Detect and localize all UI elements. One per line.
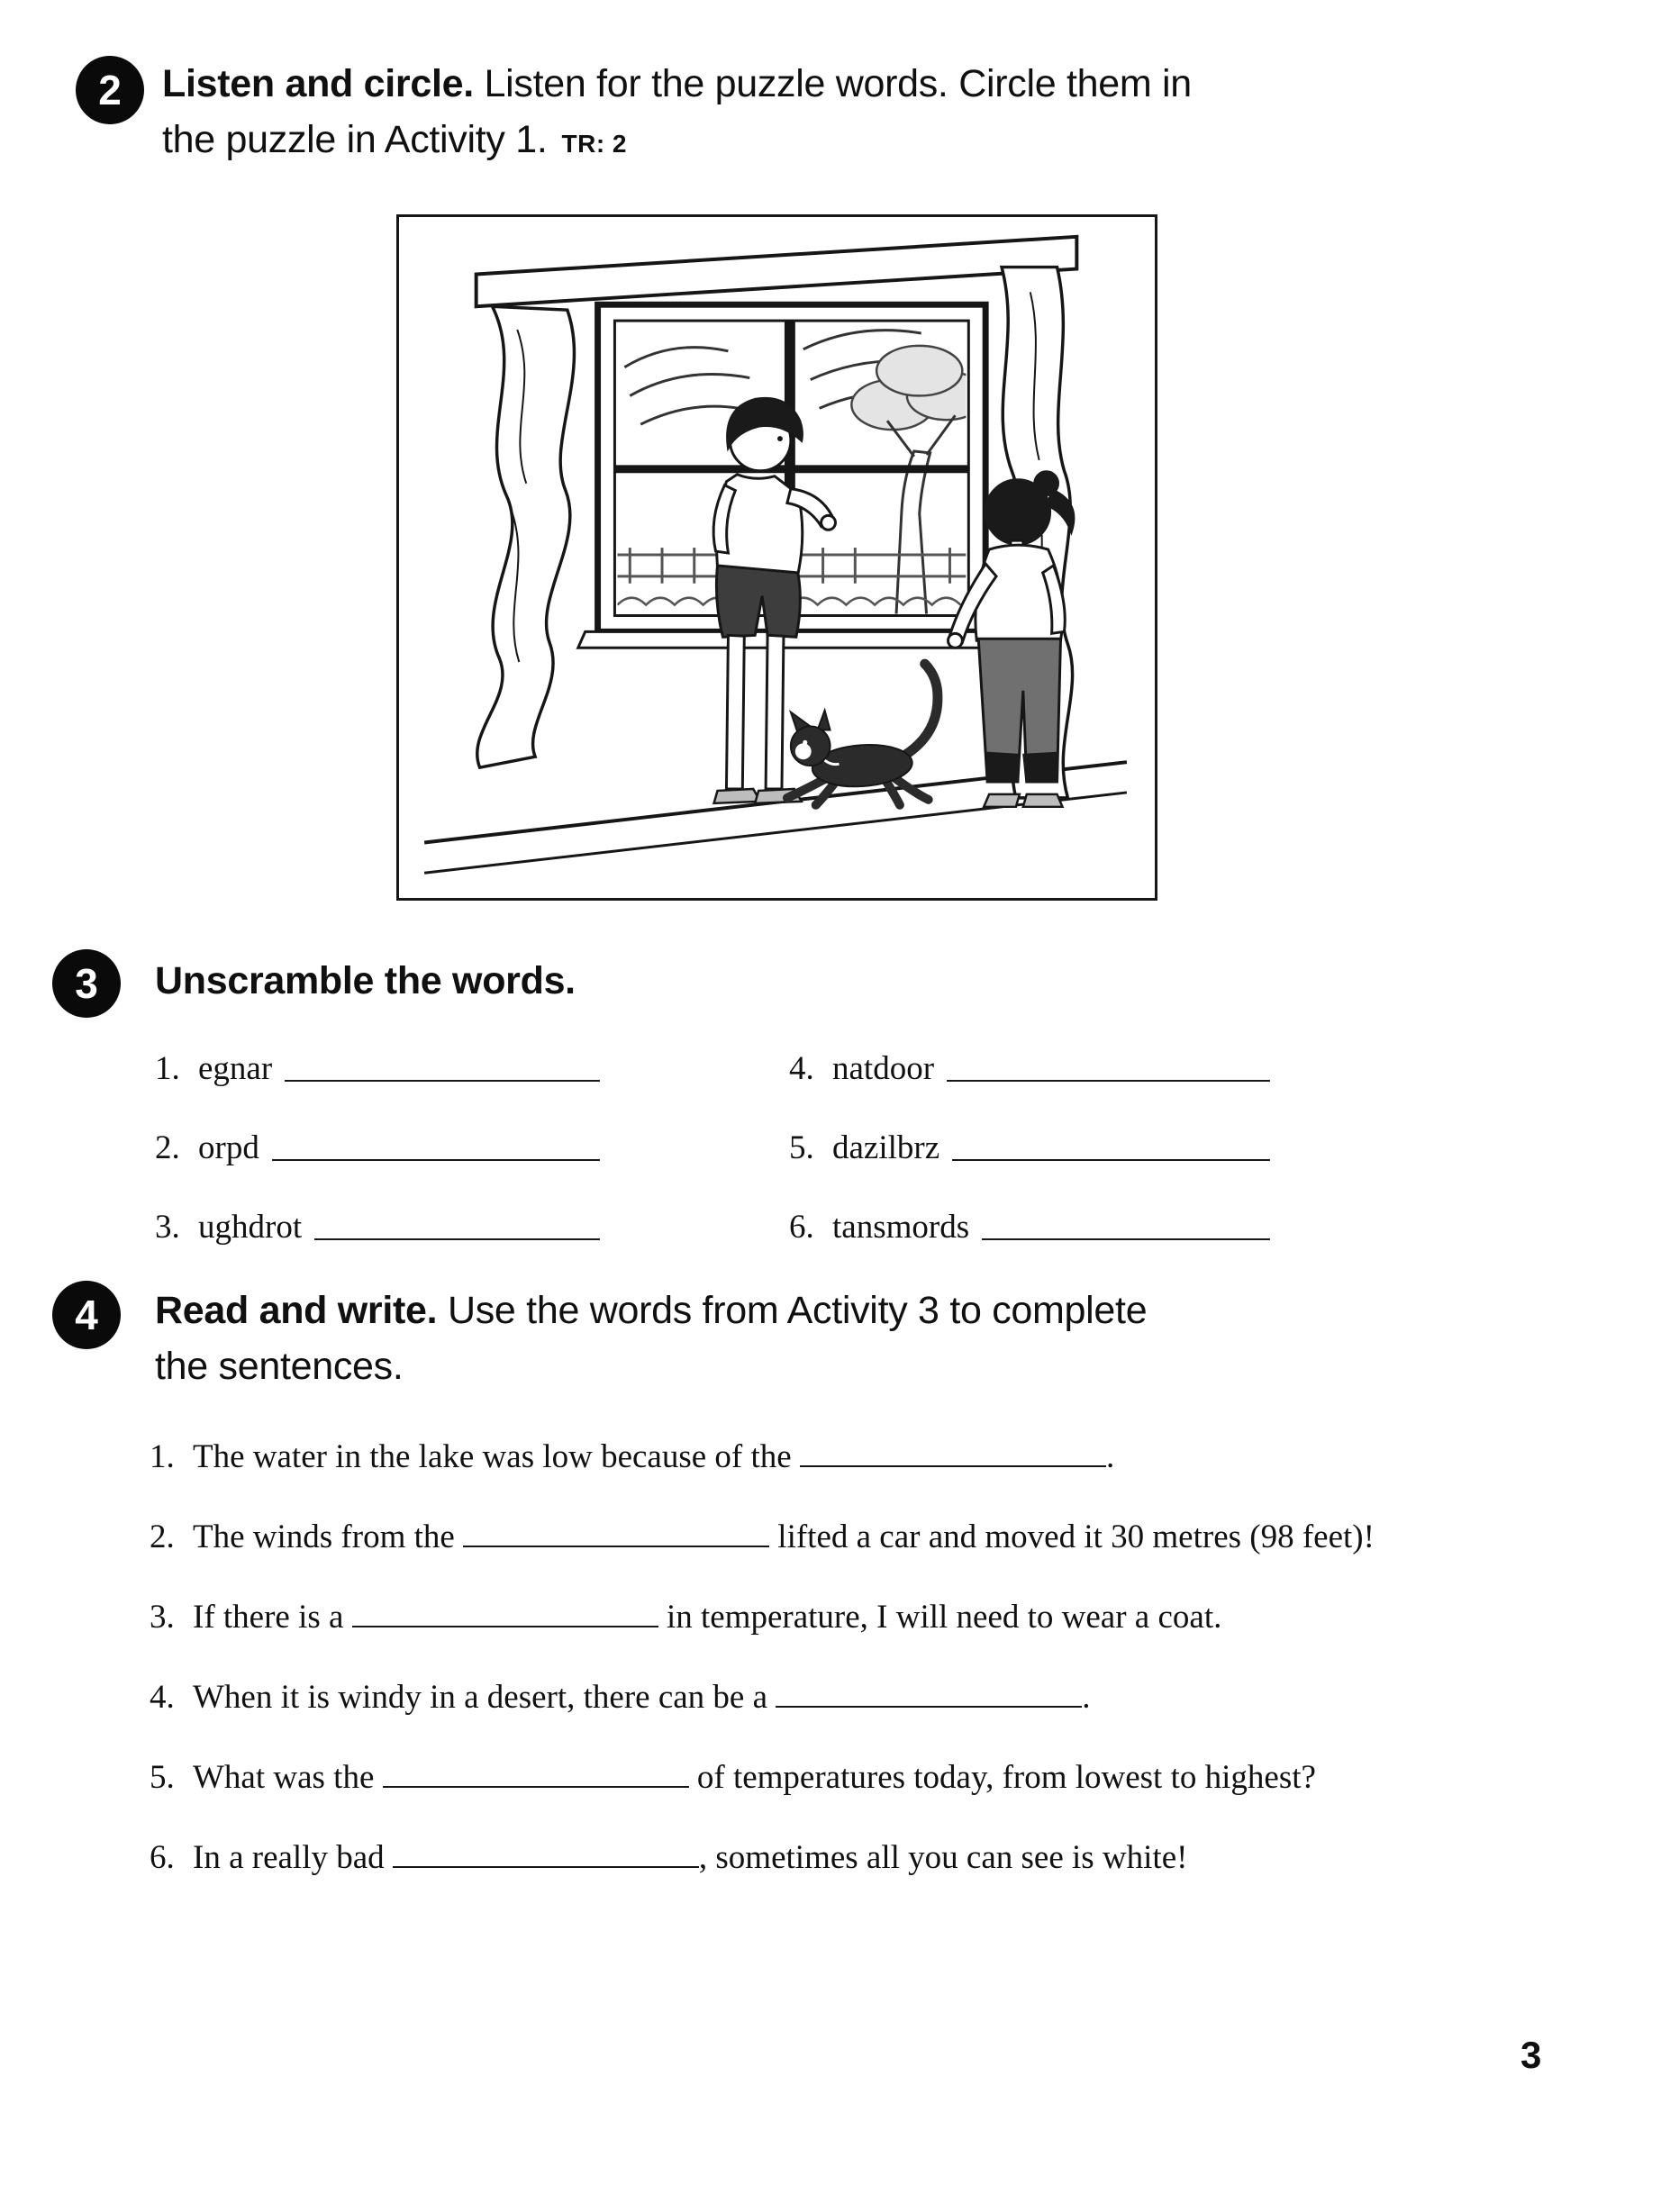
activity-2-title: Listen and circle. <box>162 62 474 105</box>
item-number: 1. <box>155 1050 180 1087</box>
activity-2-badge: 2 <box>76 56 144 124</box>
sentence-text-before: What was the <box>193 1759 375 1796</box>
activity-4-instruction-2: the sentences. <box>155 1345 404 1388</box>
activity-3-badge: 3 <box>52 949 121 1018</box>
sentence-number: 6. <box>150 1839 175 1876</box>
activity-2-heading <box>162 56 1423 172</box>
item-number: 6. <box>789 1209 814 1246</box>
sentence-text-after: , sometimes all you can see is white! <box>698 1839 1188 1876</box>
sentence-text-after: of temperatures today, from lowest to highest? <box>688 1759 1316 1796</box>
unscramble-item-3 <box>155 1209 600 1247</box>
unscramble-item-2 <box>155 1129 600 1167</box>
item-number: 3. <box>155 1209 180 1246</box>
sentence-text-after: . <box>1082 1679 1091 1716</box>
sentence-3 <box>150 1596 1627 1639</box>
sentence-text-before: The winds from the <box>193 1518 455 1555</box>
unscramble-list <box>155 1050 1270 1247</box>
sentence-4 <box>150 1676 1627 1719</box>
activity-2-instruction: Listen for the puzzle words. Circle them in <box>484 62 1192 105</box>
unscramble-item-6 <box>789 1209 1270 1247</box>
answer-blank[interactable] <box>314 1237 600 1240</box>
answer-blank[interactable] <box>982 1237 1270 1240</box>
answer-blank[interactable] <box>383 1781 689 1788</box>
sentence-2 <box>150 1516 1627 1559</box>
audio-track-label: TR: 2 <box>561 130 627 158</box>
answer-blank[interactable] <box>393 1861 699 1868</box>
item-number: 5. <box>789 1129 814 1166</box>
answer-blank[interactable] <box>285 1078 600 1082</box>
answer-blank[interactable] <box>463 1540 769 1547</box>
cat <box>787 664 938 805</box>
activity-4-heading-line2 <box>155 1338 1416 1394</box>
unscramble-item-5 <box>789 1129 1270 1167</box>
sentence-text-after: in temperature, I will need to wear a coat. <box>658 1599 1222 1636</box>
sentence-list <box>150 1436 1627 1917</box>
activity-2-heading-line2 <box>162 112 1423 172</box>
sentence-number: 4. <box>150 1679 175 1716</box>
sentence-text-before: The water in the lake was low because of the <box>193 1438 792 1475</box>
illustration-children-at-window <box>396 214 1157 901</box>
sentence-text-before: In a really bad <box>193 1839 385 1876</box>
sentence-text-before: If there is a <box>193 1599 344 1636</box>
scrambled-word: orpd <box>198 1129 259 1166</box>
answer-blank[interactable] <box>800 1460 1106 1467</box>
sentence-1 <box>150 1436 1627 1479</box>
activity-4-heading-line1 <box>155 1283 1416 1338</box>
sentence-text-after: . <box>1105 1438 1115 1475</box>
activity-4-title: Read and write. <box>155 1289 438 1332</box>
sentence-text-after: lifted a car and moved it 30 metres (98 feet)! <box>769 1518 1375 1555</box>
activity-4-instruction: Use the words from Activity 3 to complete <box>447 1289 1148 1332</box>
answer-blank[interactable] <box>952 1157 1270 1161</box>
sentence-6 <box>150 1836 1627 1880</box>
unscramble-item-1 <box>155 1050 600 1088</box>
page-number: 3 <box>1520 2034 1542 2076</box>
activity-3-title: Unscramble the words. <box>155 959 576 1002</box>
curtain-left <box>477 306 575 767</box>
activity-2-instruction-2: the puzzle in Activity 1. <box>162 118 548 161</box>
item-number: 4. <box>789 1050 814 1087</box>
scrambled-word: tansmords <box>832 1209 970 1246</box>
sentence-number: 1. <box>150 1438 175 1475</box>
answer-blank[interactable] <box>272 1157 600 1161</box>
scrambled-word: egnar <box>198 1050 273 1087</box>
activity-3-heading <box>155 953 576 1009</box>
sentence-text-before: When it is windy in a desert, there can be a <box>193 1679 768 1716</box>
scrambled-word: ughdrot <box>198 1209 303 1246</box>
sentence-number: 2. <box>150 1518 175 1555</box>
activity-2-heading-line1 <box>162 56 1423 112</box>
answer-blank[interactable] <box>947 1078 1270 1082</box>
activity-4-badge: 4 <box>52 1281 121 1349</box>
answer-blank[interactable] <box>776 1700 1082 1708</box>
item-number: 2. <box>155 1129 180 1166</box>
answer-blank[interactable] <box>352 1620 658 1627</box>
window-top-board <box>477 237 1077 306</box>
sentence-5 <box>150 1756 1627 1800</box>
scrambled-word: natdoor <box>832 1050 935 1087</box>
unscramble-item-4 <box>789 1050 1270 1088</box>
illustration-svg <box>399 217 1155 898</box>
activity-4-heading <box>155 1283 1416 1394</box>
sentence-number: 3. <box>150 1599 175 1636</box>
sentence-number: 5. <box>150 1759 175 1796</box>
scrambled-word: dazilbrz <box>832 1129 940 1166</box>
